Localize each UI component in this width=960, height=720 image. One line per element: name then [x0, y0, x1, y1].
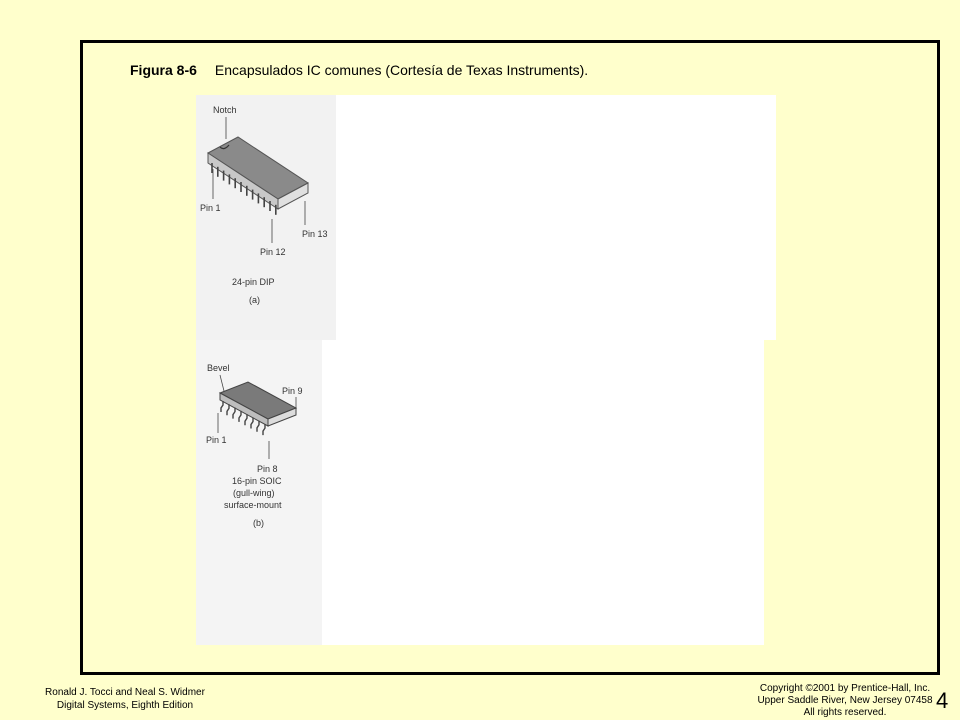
soic-pin — [227, 404, 229, 415]
dip-package-label: 24-pin DIP — [232, 277, 275, 287]
page-number: 4 — [936, 688, 949, 713]
soic-package-line1: 16-pin SOIC — [232, 476, 282, 486]
ic-package-illustrations — [196, 95, 776, 645]
figure-title: Encapsulados IC comunes (Cortesía de Texas Instruments). — [214, 62, 589, 78]
soic-bevel-label: Bevel — [207, 363, 230, 373]
dip-notch-label: Notch — [213, 105, 237, 115]
soic-pin — [233, 408, 235, 419]
soic-pin — [251, 418, 253, 429]
footer-copyright-line3: All rights reserved. — [803, 707, 887, 718]
dip-sub-label: (a) — [249, 295, 260, 305]
soic-package-line3: surface-mount — [224, 500, 282, 510]
soic-pin8-label: Pin 8 — [257, 464, 278, 474]
soic-package-drawing — [206, 363, 303, 528]
footer-authors-block — [0, 686, 250, 712]
figure-caption — [130, 62, 588, 78]
dip-pin12-label: Pin 12 — [260, 247, 286, 257]
soic-bevel-arrow — [220, 375, 224, 391]
soic-pin9-label: Pin 9 — [282, 386, 303, 396]
soic-pin — [245, 414, 247, 425]
soic-pin — [257, 421, 259, 432]
dip-package-drawing — [200, 105, 328, 305]
figure-number: Figura 8-6 — [130, 62, 197, 78]
soic-pin — [239, 411, 241, 422]
soic-pin — [263, 424, 265, 435]
dip-pin13-label: Pin 13 — [302, 229, 328, 239]
footer-book: Digital Systems, Eighth Edition — [56, 700, 194, 711]
dip-pin1-label: Pin 1 — [200, 203, 221, 213]
footer-copyright-block — [730, 683, 960, 719]
footer-copyright-line1: Copyright ©2001 by Prentice-Hall, Inc. — [759, 683, 931, 694]
footer-authors: Ronald J. Tocci and Neal S. Widmer — [45, 687, 205, 698]
soic-package-line2: (gull-wing) — [233, 488, 275, 498]
soic-sub-label: (b) — [253, 518, 264, 528]
soic-pin1-label: Pin 1 — [206, 435, 227, 445]
footer-copyright-line2: Upper Saddle River, New Jersey 07458 — [757, 695, 933, 706]
soic-pin — [221, 401, 223, 412]
